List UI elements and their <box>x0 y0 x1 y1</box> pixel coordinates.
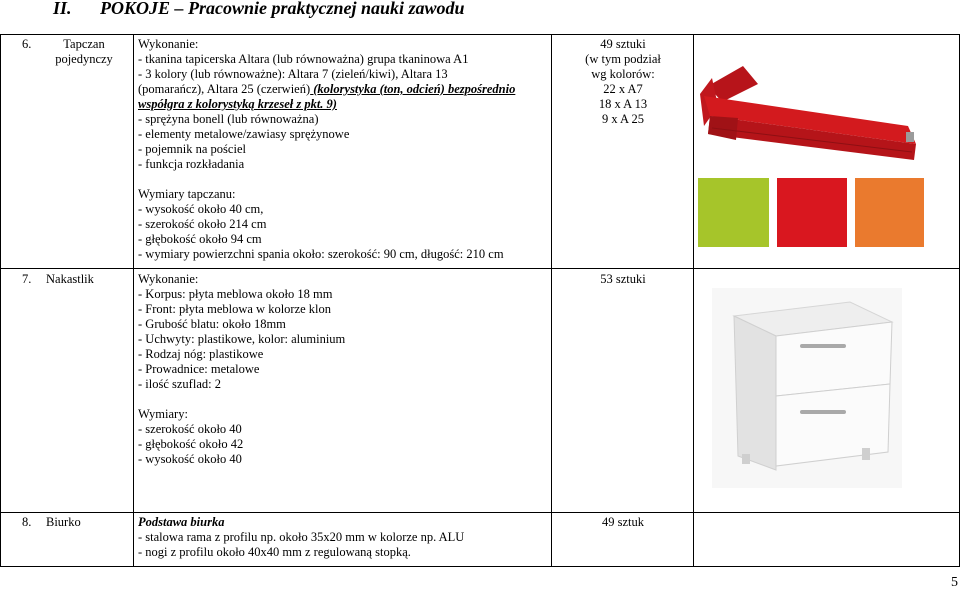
dims-line: - wysokość około 40 <box>138 452 242 466</box>
dims-header: Wymiary: <box>138 407 188 421</box>
swatch-kiwi <box>698 178 769 247</box>
dims-line: - wysokość około 40 cm, <box>138 202 264 216</box>
desc-line: - sprężyna bonell (lub równoważna) <box>138 112 319 126</box>
qty-line: 9 x A 25 <box>601 112 645 126</box>
section-heading <box>53 0 465 19</box>
sofa-image <box>698 56 920 164</box>
desc-line <box>138 82 548 97</box>
qty-line: 53 sztuki <box>600 272 646 286</box>
dims-header: Wymiary tapczanu: <box>138 187 236 201</box>
dims-line: - głębokość około 94 cm <box>138 232 262 246</box>
item-name: Tapczan pojedynczy <box>55 37 113 66</box>
desc-line: - Uchwyty: plastikowe, kolor: aluminium <box>138 332 346 346</box>
nightstand-image <box>712 288 902 488</box>
item-description <box>138 515 548 560</box>
desc-header: Wykonanie: <box>138 272 199 286</box>
item-description <box>138 272 548 467</box>
row-number: 6. <box>22 37 32 51</box>
qty-line: 49 sztuki <box>600 37 646 51</box>
col-divider <box>693 34 694 567</box>
quantity <box>553 272 693 287</box>
desc-line: - 3 kolory (lub równoważne): Altara 7 (zieleń/kiwi), Altara 13 <box>138 67 448 81</box>
desc-header: Wykonanie: <box>138 37 199 51</box>
qty-line: wg kolorów: <box>591 67 655 81</box>
desc-line-text: (pomarańcz), Altara 25 (czerwień) <box>138 82 311 96</box>
qty-line: 22 x A7 <box>603 82 643 96</box>
dims-line: - głębokość około 42 <box>138 437 244 451</box>
qty-line: 49 sztuk <box>601 515 644 529</box>
row-number: 7. <box>22 272 32 286</box>
item-description <box>138 37 548 262</box>
section-number: II. <box>53 0 72 18</box>
desc-line: - funkcja rozkładania <box>138 157 245 171</box>
table-border-left <box>0 34 1 567</box>
row-number: 8. <box>22 515 32 529</box>
row-divider <box>0 512 960 513</box>
quantity <box>553 37 693 127</box>
col-divider <box>551 34 552 567</box>
item-name: Biurko <box>46 515 81 529</box>
desc-line: - nogi z profilu około 40x40 mm z regulowaną stopką. <box>138 545 411 559</box>
swatch-red <box>777 178 847 247</box>
quantity <box>553 515 693 530</box>
page-number: 5 <box>951 575 958 590</box>
item-name: Nakastlik <box>46 272 94 286</box>
desc-line: - tkanina tapicerska Altara (lub równoważna) grupa tkaninowa A1 <box>138 52 469 66</box>
desc-header: Podstawa biurka <box>138 515 225 529</box>
desc-line: - pojemnik na pościel <box>138 142 246 156</box>
dims-line: - szerokość około 40 <box>138 422 242 436</box>
desc-note: (kolorystyka (ton, odcień) bezpośrednio <box>310 82 516 96</box>
desc-note: współgra z kolorystyką krzeseł z pkt. 9) <box>138 97 337 111</box>
row-divider <box>0 268 960 269</box>
desc-line: - ilość szuflad: 2 <box>138 377 221 391</box>
desc-line: - Korpus: płyta meblowa około 18 mm <box>138 287 333 301</box>
section-title: POKOJE – Pracownie praktycznej nauki zawodu <box>100 0 465 18</box>
desc-line: - Prowadnice: metalowe <box>138 362 260 376</box>
desc-line: - Front: płyta meblowa w kolorze klon <box>138 302 332 316</box>
desc-line: - elementy metalowe/zawiasy sprężynowe <box>138 127 350 141</box>
desc-line: - stalowa rama z profilu np. około 35x20 mm w kolorze np. ALU <box>138 530 465 544</box>
table-border-top <box>0 34 960 35</box>
col-divider <box>133 34 134 567</box>
dims-line: - szerokość około 214 cm <box>138 217 267 231</box>
qty-line: 18 x A 13 <box>598 97 648 111</box>
swatch-orange <box>855 178 924 247</box>
desc-line: - Grubość blatu: około 18mm <box>138 317 286 331</box>
desc-line: - Rodzaj nóg: plastikowe <box>138 347 264 361</box>
qty-line: (w tym podział <box>585 52 661 66</box>
dims-line: - wymiary powierzchni spania około: szerokość: 90 cm, długość: 210 cm <box>138 247 504 261</box>
table-border-bottom <box>0 566 960 567</box>
